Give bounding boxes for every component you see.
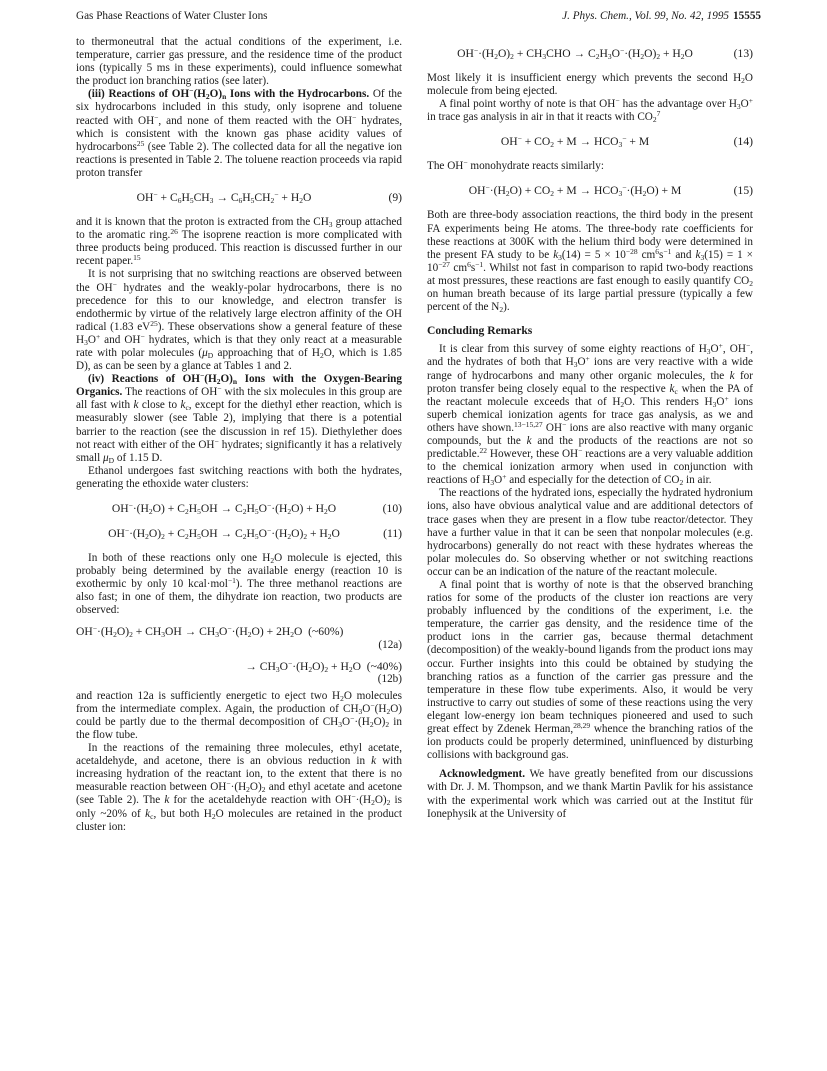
right-column bbox=[427, 36, 753, 821]
equation bbox=[427, 135, 753, 149]
equation bbox=[427, 47, 753, 61]
equation bbox=[76, 502, 402, 516]
equation-number: (14) bbox=[733, 135, 753, 149]
equation bbox=[76, 191, 402, 205]
equation-number: (9) bbox=[388, 191, 402, 205]
paragraph: and reaction 12a is sufficiently energetic to eject two $H_2O$ molecules from the intermediate complex. Again, the production of $CH_3O^-(H_2O)$ could be partly due to the thermal decomposition of $CH_3O^-\cdot(H_2O)_2$ in the flow tube. bbox=[76, 689, 403, 741]
page-number: 15555 bbox=[733, 10, 761, 22]
equation-number: (15) bbox=[733, 184, 753, 198]
paragraph: and it is known that the proton is extracted from the $CH_3$ group attached to the aromatic ring.$^{26}$ The isoprene reaction is more complicated with three products being produced. This reaction is discussed further in our recent paper.$^{15}$ bbox=[76, 216, 402, 268]
journal-name: J. Phys. Chem., Vol. 99, No. 42, 1995 bbox=[562, 10, 730, 22]
paragraph: Both are three-body association reactions, the third body in the present FA experiments being He atoms. The three-body rate coefficients for these reactions at 300K with the helium third body were determined in the present FA study to be $k_3(14) = 5 \times 10^{-28}$ $cm^6s^{-1}$ and $k_3(15) = 1 \times 10^{-27}$ $cm^6s^{-1}$. Whilst not fast in comparison to rapid two-body reactions at most pressures, these reactions are fast enough to easily quantify $CO_2$ on human breath because of its large partial pressure (typically a few percent of the $N_2$). bbox=[427, 209, 753, 315]
equation-number: (11) bbox=[383, 527, 402, 540]
equation-body: $OH^- + CO_2 + M \to HCO_3^- + M$ bbox=[500, 134, 650, 150]
equation-body: $OH^-\cdot(H_2O)_2 + C_2H_5OH \to C_2H_5O^-\cdot(H_2O)_2 + H_2O$ bbox=[108, 526, 340, 541]
paragraph: In both of these reactions only one $H_2O$ molecule is ejected, this probably being determined by the available energy (reaction 10 is exothermic by only 10 kcal·mol$^{-1}$). The three methanol reactions are also fast; in one of them, the dihydrate ion reaction, two products are observed: bbox=[76, 552, 402, 617]
equation-number: (13) bbox=[733, 47, 753, 60]
equation-number: (10) bbox=[382, 502, 402, 515]
paragraph: It is not surprising that no switching reactions are observed between the OH− hydrates and the weakly-polar hydrocarbons, there is no precedence for this to our knowledge, and electron transfer is endothermic by virtue of the relatively large electron affinity of the OH radical (1.83 $eV^{25}$). These observations show a general feature of these $H_3O^+$ and OH− hydrates, which is that they only react at a measurable rate with polar molecules ($\mu_D$ approaching that of $H_2O$, which is 1.85 D), as can be seen by a glance at Tables 1 and 2. bbox=[76, 268, 403, 373]
equation-body: $OH^-\cdot(H_2O)_2 + CH_3OH \to CH_3O^-\cdot(H_2O) + 2H_2O$ (~60%) bbox=[76, 624, 344, 640]
paragraph: It is clear from this survey of some eighty reactions of $H_3O^+$, OH−, and the hydrates of both that $H_3O^+$ ions are very reactive with a wide range of hydrocarbons and many other organic molecules, the k for proton transfer being closely equal to the respective $k_c$ when the PA of the reactant molecule exceeds that of $H_2O$. This renders $H_3O^+$ ions superb chemical ionization agents for trace gas analysis, as we and others have shown.$^{13-15,27}$ OH− ions are also reactive with many organic compounds, but the k and the products of the reactions are not so predictable.$^{22}$ However, these OH− reactions are a very valuable addition to the chemical ionization armory when used in conjunction with reactions of $H_3O^+$ and especially for the detection of $CO_2$ in air. bbox=[427, 341, 754, 488]
journal-citation bbox=[562, 10, 761, 22]
paragraph: Acknowledgment. We have greatly benefited from our discussions with Dr. J. M. Thompson, and we thank Martin Pavlik for his assistance with the experimental work which was carried out at the Institut für Ionephysik at the University of bbox=[427, 768, 753, 820]
equation-body: $OH^-\cdot(H_2O) + C_2H_5OH \to C_2H_5O^-\cdot(H_2O) + H_2O$ bbox=[111, 501, 337, 516]
section-heading: Concluding Remarks bbox=[427, 324, 533, 338]
paragraph: The OH− monohydrate reacts similarly: bbox=[427, 158, 604, 173]
running-title: Gas Phase Reactions of Water Cluster Ions bbox=[76, 10, 268, 22]
paragraph: In the reactions of the remaining three molecules, ethyl acetate, acetaldehyde, and acetone, there is an obvious reduction in k with increasing hydration of the reactant ion, to the extent that there is no measurable reaction between $OH^-\cdot(H_2O)_2$ and ethyl acetate and acetone (see Table 2). The k for the acetaldehyde reaction with $OH^-\cdot(H_2O)_2$ is only ~20% of $k_c$, but both $H_2O$ molecules are retained in the product cluster ion: bbox=[76, 742, 403, 833]
equation bbox=[76, 625, 402, 651]
paragraph: Most likely it is insufficient energy which prevents the second $H_2O$ molecule from being ejected. bbox=[427, 72, 753, 98]
equation-body: $OH^-\cdot(H_2O) + CO_2 + M \to HCO_3^-\cdot(H_2O) + M$ bbox=[468, 183, 682, 199]
paragraph: Ethanol undergoes fast switching reactions with both the hydrates, generating the ethoxide water clusters: bbox=[76, 464, 402, 490]
left-column bbox=[76, 36, 402, 834]
equation-number: (12b) bbox=[377, 672, 402, 685]
equation-body: → $CH_3O^-\cdot(H_2O)_2 + H_2O$ (~40%) bbox=[245, 658, 402, 674]
paragraph: A final point worthy of note is that OH− has the advantage over $H_3O^+$ in trace gas analysis in air in that it reacts with $CO_2^7$ bbox=[427, 96, 753, 125]
paragraph: The reactions of the hydrated ions, especially the hydrated hydronium ions, also have obvious analytical value and are additional detectors of trace gases when they are present in a flow tube reactor/detector. They have a further value in that it can be seen that nonpolar molecules (e.g. hydrocarbons) generally do not react with these hydrates whereas the polar molecules do. So observing whether or not switching reactions occur can be an indication of the nature of the reactant molecule. bbox=[427, 487, 753, 578]
paragraph: (iv) Reactions of $OH^-(H_2O)_n$ Ions with the Oxygen-Bearing Organics. The reactions of OH− with the six molecules in this group are all fast with k close to $k_c$, except for the diethyl ether reaction, which is measurably slower (see Table 2), implying that there is a potential barrier to the reaction (see the discussion in ref 15). Diethylether does not react with either of the OH− hydrates; significantly it has a relatively small $\mu_D$ of 1.15 D. bbox=[76, 371, 402, 465]
equation-body: $OH^-\cdot(H_2O)_2 + CH_3CHO \to C_2H_3O^-\cdot(H_2O)_2 + H_2O$ bbox=[457, 46, 693, 61]
equation-body: $OH^- + C_6H_5CH_3 \to C_6H_5CH_2^- + H_2O$ bbox=[136, 190, 312, 206]
equation bbox=[76, 527, 402, 541]
equation bbox=[427, 184, 753, 198]
equation bbox=[76, 660, 402, 686]
paragraph: A final point that is worthy of note is that the observed branching ratios for some of the products of the cluster ion reactions are very probably influenced by the conditions of the experiment, i.e. the temperature, the carrier gas density, and the residence time of the product ions in the carrier gas, because thermal detachment (decomposition) of the weakly-bound ligands from the product ions may occur. Further insights into this could be obtained by studying the branching ratios as a function of the carrier gas pressure and the temperature in these flow tube experiments. Also, it would be very instructive to carry out studies of some of these reactions using the very elegant low-energy ion beam techniques pioneered and used to such great effect by Zdenek Herman,$^{28,29}$ whence the branching ratios of the ion products could be properly determined, uninfluenced by disturbing collisions with background gas. bbox=[427, 579, 753, 762]
running-header bbox=[76, 10, 761, 26]
paragraph: to thermoneutral that the actual conditions of the experiment, i.e. temperature, carrier gas pressure, and the residence time of the product ions (typically 5 ms in these experiments), could influence somewhat the product ion branching ratios (see later). bbox=[76, 36, 402, 88]
equation-number: (12a) bbox=[378, 638, 402, 651]
paragraph: (iii) Reactions of $OH^-(H_2O)_n$ Ions with the Hydrocarbons. Of the six hydrocarbons included in this study, only isoprene and toluene reacted with OH−, and none of them reacted with the OH− hydrates, which is consistent with the known gas phase acidity values of hydrocarbons$^{25}$ (see Table 2). The collected data for all the negative ion reactions is presented in Table 2. The toluene reaction proceeds via rapid proton transfer bbox=[76, 86, 402, 179]
